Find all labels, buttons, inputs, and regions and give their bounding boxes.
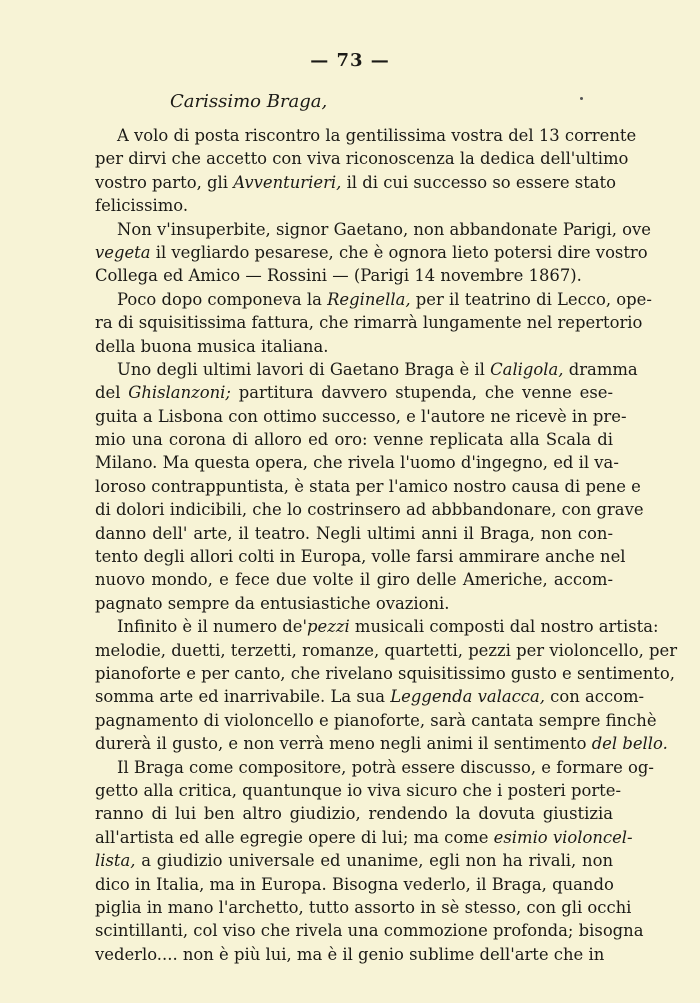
text-run: Non v'insuperbite, signor Gaetano, non abbandonate Parigi, ove (117, 219, 651, 239)
paragraph (95, 124, 637, 218)
italic-text: del bello. (591, 734, 668, 754)
text-run: dramma (563, 359, 638, 379)
text-line (95, 194, 613, 217)
text-run: durerà il gusto, e non verrà meno negli animi il sentimento (95, 734, 592, 754)
text-line (95, 124, 637, 147)
italic-text: vegeta (95, 242, 151, 262)
italic-text: Reginella, (327, 289, 411, 309)
text-line (95, 896, 632, 919)
text-run: melodie, duetti, terzetti, romanze, quartetti, pezzi per violoncello, per (95, 640, 678, 660)
text-line (95, 592, 613, 615)
italic-text: Caligola, (490, 359, 564, 379)
text-run: mio una corona di alloro ed oro: venne replicata alla Scala di (95, 430, 613, 450)
letter-body (95, 124, 678, 966)
text-run: ranno di lui ben altro giudizio, rendendo la dovuta giustizia (95, 804, 613, 824)
text-line (95, 685, 645, 708)
italic-text: lista, (95, 851, 136, 871)
text-line (95, 241, 648, 264)
paragraph (95, 358, 644, 615)
text-run: A volo di posta riscontro la gentilissima vostra del 13 corrente (117, 126, 637, 145)
text-run: Milano. Ma questa opera, che rivela l'uomo d'ingegno, ed il va- (95, 453, 619, 473)
text-run: musicali composti dal nostro artista: (349, 617, 659, 637)
text-line (95, 568, 613, 591)
text-run: guita a Lisbona con ottimo successo, e l'autore ne ricevè in pre- (95, 406, 627, 426)
text-line (95, 428, 613, 451)
text-line (95, 405, 627, 428)
text-run: il vegliardo pesarese, che è ognora lieto potersi dire vostro (150, 242, 648, 262)
italic-text: Leggenda valacca, (390, 687, 545, 707)
text-line (95, 919, 644, 942)
text-run: felicissimo. (95, 196, 189, 216)
italic-text: esimio violoncel- (493, 827, 633, 847)
text-line (95, 943, 613, 966)
text-run: pianoforte e per canto, che rivelano squisitissimo gusto e sentimento, (95, 663, 675, 683)
text-run: somma arte ed inarrivabile. La sua (95, 687, 391, 707)
text-run: nuovo mondo, e fece due volte il giro delle Americhe, accom- (95, 570, 613, 590)
text-line (95, 311, 643, 334)
text-line (95, 498, 644, 521)
text-run: getto alla critica, quantunque io viva sicuro che i posteri porte- (95, 780, 622, 800)
text-line (95, 732, 668, 755)
ink-speck (580, 97, 583, 100)
text-line (95, 615, 659, 638)
text-line (95, 451, 619, 474)
text-run: dico in Italia, ma in Europa. Bisogna vederlo, il Braga, quando (95, 874, 614, 894)
text-run: Collega ed Amico — Rossini — (Parigi 14 novembre 1867). (95, 266, 582, 286)
text-line (95, 802, 613, 825)
text-line (95, 522, 613, 545)
italic-text: pezzi (307, 617, 350, 637)
text-run: per dirvi che accetto con viva riconoscenza la dedica dell'ultimo (95, 149, 629, 169)
text-line (95, 662, 675, 685)
text-line (95, 639, 678, 662)
text-run: con accom- (544, 687, 645, 707)
paragraph (95, 288, 652, 358)
text-line (95, 545, 626, 568)
text-line (95, 826, 633, 849)
text-line (95, 779, 622, 802)
text-line (95, 756, 654, 779)
text-run: Uno degli ultimi lavori di Gaetano Braga è il (117, 359, 491, 379)
text-line (95, 264, 613, 287)
text-run: Poco dopo componeva la (117, 289, 328, 309)
text-run: scintillanti, col viso che rivela una commozione profonda; bisogna (95, 921, 644, 941)
text-run: il di cui successo so essere stato (341, 172, 617, 192)
text-run: a giudizio universale ed unanime, egli non ha rivali, non (135, 851, 613, 871)
text-run: loroso contrappuntista, è stata per l'amico nostro causa di pene e (95, 476, 641, 496)
text-run: Il Braga come compositore, potrà essere discusso, e formare og- (117, 757, 654, 777)
text-run: danno dell' arte, il teatro. Negli ultimi anni il Braga, non con- (95, 523, 613, 543)
page-number: — 73 — (310, 50, 390, 71)
text-run: della buona musica italiana. (95, 336, 329, 356)
text-run: di dolori indicibili, che lo costrinsero ad abbbandonare, con grave (95, 500, 644, 520)
text-line (95, 171, 617, 194)
text-run: per il teatrino di Lecco, ope- (410, 289, 652, 309)
salutation: Carissimo Braga, (170, 91, 328, 112)
text-run: pagnato sempre da entusiastiche ovazioni. (95, 593, 450, 613)
text-line (95, 358, 638, 381)
text-line (95, 288, 652, 311)
text-run: ra di squisitissima fattura, che rimarrà lungamente nel repertorio (95, 313, 643, 333)
text-run: partitura davvero stupenda, che venne ese- (230, 383, 613, 403)
text-line (95, 381, 613, 404)
text-run: vederlo.... non è più lui, ma è il genio sublime dell'arte che in (95, 944, 605, 964)
paragraph (95, 218, 651, 288)
text-line (95, 335, 613, 358)
text-run: piglia in mano l'archetto, tutto assorto in sè stesso, con gli occhi (95, 897, 632, 917)
text-line (95, 709, 657, 732)
text-run: Infinito è il numero de' (117, 617, 307, 637)
text-run: all'artista ed alle egregie opere di lui; ma come (95, 827, 494, 847)
text-run: del (95, 383, 129, 403)
text-line (95, 475, 641, 498)
italic-text: Avventurieri, (233, 172, 342, 192)
text-run: pagnamento di violoncello e pianoforte, sarà cantata sempre finchè (95, 710, 657, 730)
text-line (95, 849, 613, 872)
text-run: tento degli allori colti in Europa, volle farsi ammirare anche nel (95, 547, 626, 567)
text-line (95, 147, 629, 170)
text-line (95, 873, 613, 896)
paragraph (95, 756, 654, 967)
paragraph (95, 615, 678, 755)
italic-text: Ghislanzoni; (128, 383, 231, 403)
text-line (95, 218, 651, 241)
text-run: vostro parto, gli (95, 172, 234, 192)
